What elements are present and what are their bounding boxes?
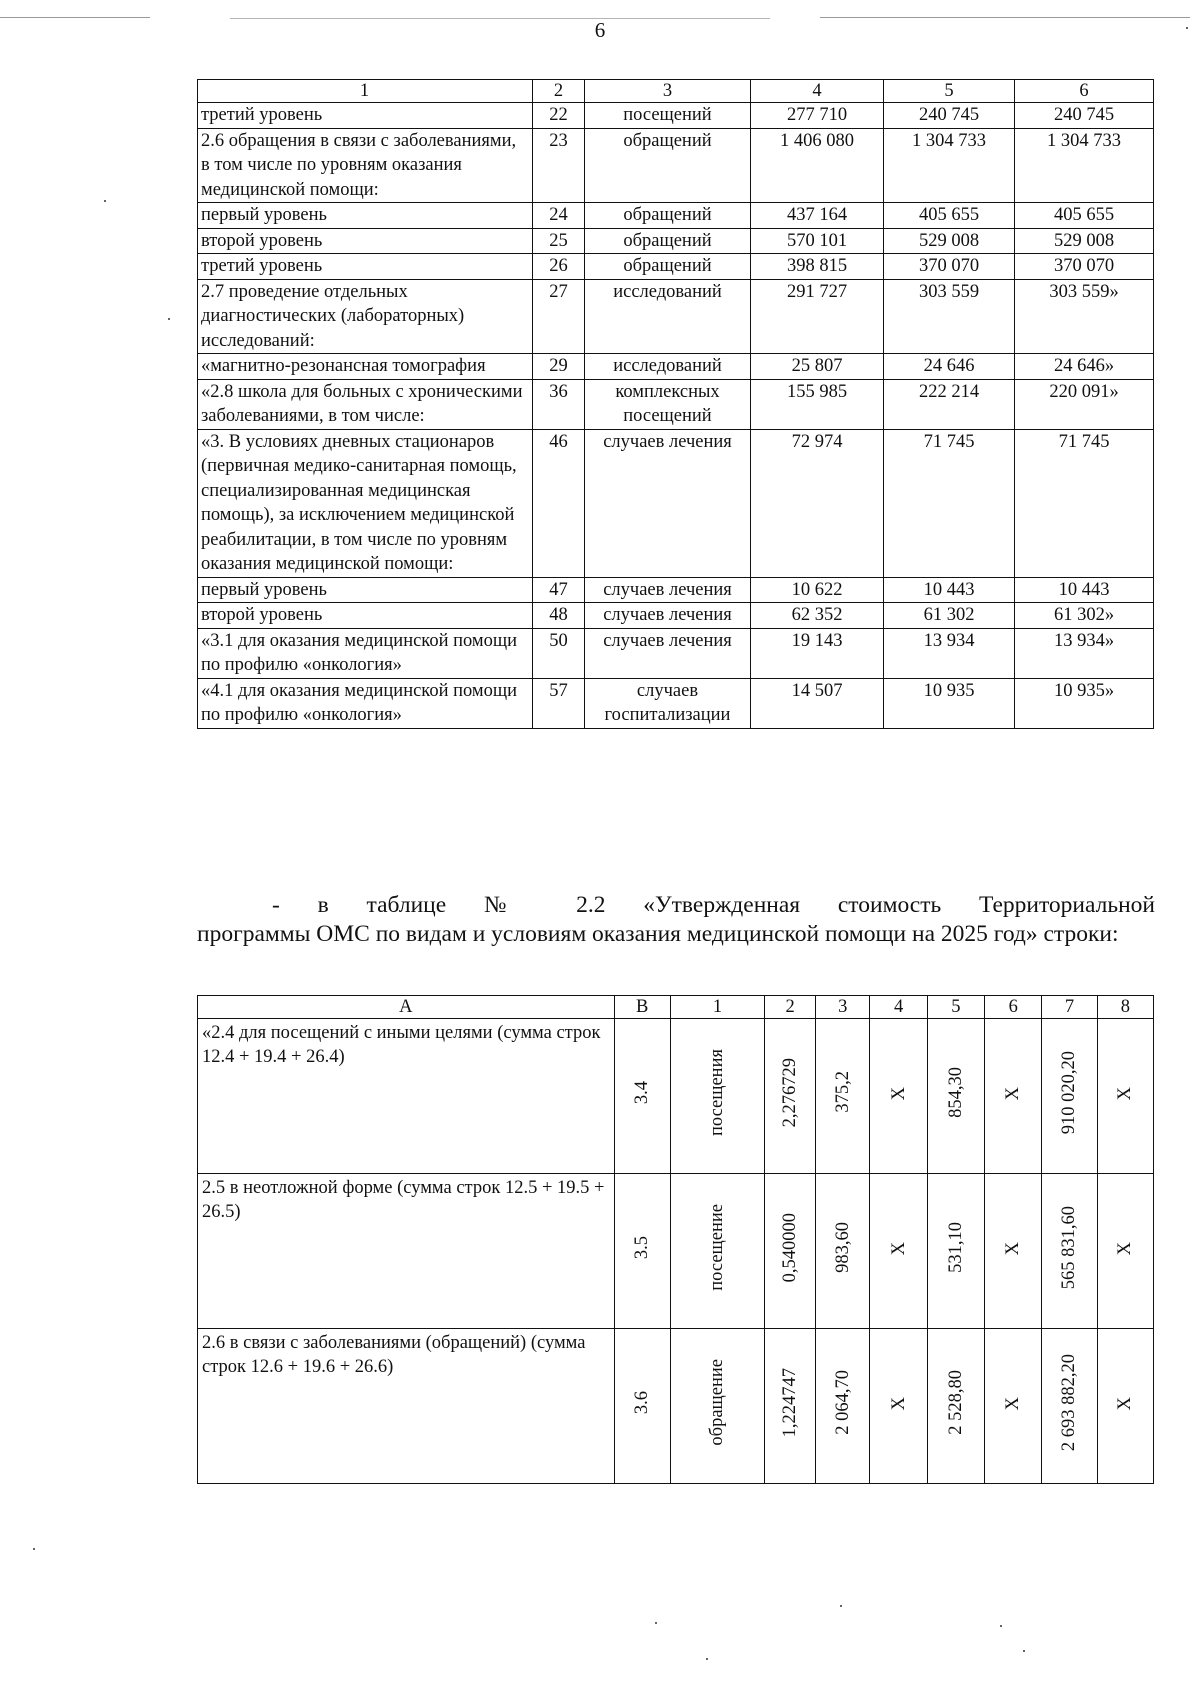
row-value-5: 240 745 [884,103,1015,129]
row-value-6: Х [1003,1242,1024,1256]
row-value-cell [927,1019,984,1174]
row-value-cell [765,1329,816,1484]
row-value-5: 10 443 [884,577,1015,603]
row-name: «4.1 для оказания медицинской помощи по профилю «онкология» [198,678,533,728]
plan-volumes-table [197,79,1154,729]
row-code: 3.4 [632,1080,653,1104]
row-value-cell [765,1174,816,1329]
row-value-4: Х [888,1242,909,1256]
row-code: 48 [533,603,585,629]
row-name: третий уровень [198,103,533,129]
row-name: «2.8 школа для больных с хроническими заболеваниями, в том числе: [198,379,533,429]
row-value-cell [985,1174,1042,1329]
row-value-5: 10 935 [884,678,1015,728]
row-code-cell [614,1174,670,1329]
row-value-cell [1097,1174,1153,1329]
row-code: 46 [533,429,585,577]
row-value-5: 405 655 [884,203,1015,229]
table-row [198,1019,1154,1174]
amendment-paragraph [197,891,1155,949]
row-value-8: Х [1115,1397,1136,1411]
row-value-cell [870,1019,927,1174]
row-value-cell [1097,1019,1153,1174]
scan-speck [168,318,170,320]
row-unit-cell [670,1019,764,1174]
header-cell: 5 [927,996,984,1019]
header-cell: 3 [585,80,751,103]
scan-speck [706,1658,708,1660]
table-row [198,128,1154,203]
scan-speck [33,1548,35,1550]
row-unit: комплексных посещений [585,379,751,429]
row-code: 3.5 [632,1235,653,1259]
header-cell: 1 [198,80,533,103]
row-value-5: 61 302 [884,603,1015,629]
table-header-row [198,80,1154,103]
table-row [198,254,1154,280]
row-value-4: 291 727 [751,279,884,354]
row-value-cell [1042,1019,1097,1174]
row-value-5: 222 214 [884,379,1015,429]
row-value-2: 0,540000 [780,1212,801,1282]
row-value-cell [927,1174,984,1329]
row-value-5: 1 304 733 [884,128,1015,203]
row-code: 57 [533,678,585,728]
row-value-4: 10 622 [751,577,884,603]
row-value-4: 25 807 [751,354,884,380]
header-cell: 7 [1042,996,1097,1019]
row-name: первый уровень [198,203,533,229]
row-value-4: Х [888,1397,909,1411]
scan-speck [1023,1650,1025,1652]
row-unit: обращений [585,128,751,203]
row-unit: случаев лечения [585,603,751,629]
row-value-5: 303 559 [884,279,1015,354]
table-row [198,103,1154,129]
row-unit: посещения [707,1048,728,1136]
header-cell: 4 [751,80,884,103]
row-value-6: 71 745 [1015,429,1154,577]
row-value-6: 240 745 [1015,103,1154,129]
row-name: второй уровень [198,228,533,254]
row-value-cell [985,1019,1042,1174]
header-cell: 1 [670,996,764,1019]
row-value-6: 405 655 [1015,203,1154,229]
row-value-6: 529 008 [1015,228,1154,254]
row-code: 50 [533,628,585,678]
table-row [198,577,1154,603]
table-row [198,603,1154,629]
scan-speck [1000,1625,1002,1627]
row-name: 2.5 в неотложной форме (сумма строк 12.5 + 19.5 + 26.5) [198,1174,615,1329]
row-code: 36 [533,379,585,429]
table-row [198,429,1154,577]
row-code: 24 [533,203,585,229]
row-value-6: 220 091» [1015,379,1154,429]
row-value-6: 370 070 [1015,254,1154,280]
header-cell: 5 [884,80,1015,103]
row-value-4: 570 101 [751,228,884,254]
row-value-cell [816,1174,870,1329]
row-code: 29 [533,354,585,380]
header-cell: 4 [870,996,927,1019]
row-unit: случаев лечения [585,429,751,577]
row-value-cell [870,1329,927,1484]
row-value-6: Х [1003,1397,1024,1411]
row-unit-cell [670,1329,764,1484]
header-cell: 6 [985,996,1042,1019]
table-row [198,1174,1154,1329]
header-cell: В [614,996,670,1019]
table-row [198,279,1154,354]
row-value-6: 10 443 [1015,577,1154,603]
row-value-4: 1 406 080 [751,128,884,203]
row-value-4: 14 507 [751,678,884,728]
table-row [198,203,1154,229]
row-value-4: 437 164 [751,203,884,229]
row-name: 2.7 проведение отдельных диагностических (лабораторных) исследований: [198,279,533,354]
row-value-7: 910 020,20 [1059,1050,1080,1134]
row-value-4: 62 352 [751,603,884,629]
row-value-2: 2,276729 [780,1057,801,1127]
row-unit: исследований [585,354,751,380]
row-value-5: 2 528,80 [945,1369,966,1435]
row-value-5: 24 646 [884,354,1015,380]
header-cell: 2 [765,996,816,1019]
header-cell: 8 [1097,996,1153,1019]
row-unit: случаев лечения [585,577,751,603]
row-code-cell [614,1019,670,1174]
row-code: 47 [533,577,585,603]
row-code: 25 [533,228,585,254]
row-value-cell [816,1019,870,1174]
row-value-4: Х [888,1087,909,1101]
scan-speck [655,1622,657,1624]
row-value-6: 24 646» [1015,354,1154,380]
row-value-5: 531,10 [945,1221,966,1273]
header-cell: 2 [533,80,585,103]
row-value-6: 303 559» [1015,279,1154,354]
row-value-5: 854,30 [945,1066,966,1118]
row-value-4: 277 710 [751,103,884,129]
row-name: третий уровень [198,254,533,280]
row-value-3: 2 064,70 [832,1369,853,1435]
row-name: первый уровень [198,577,533,603]
row-unit-cell [670,1174,764,1329]
row-value-3: 983,60 [832,1221,853,1273]
row-unit: посещение [707,1203,728,1291]
table-row [198,628,1154,678]
row-value-6: 10 935» [1015,678,1154,728]
row-name: 2.6 в связи с заболеваниями (обращений) (сумма строк 12.6 + 19.6 + 26.6) [198,1329,615,1484]
row-value-cell [765,1019,816,1174]
table-row [198,678,1154,728]
paragraph-line: - в таблице № 2.2 «Утвержденная стоимость Территориальной [272,892,1155,918]
table-row [198,379,1154,429]
paragraph-text: программы ОМС по видам и условиям оказания медицинской помощи на 2025 год» строки: [197,921,1119,947]
header-cell: А [198,996,615,1019]
row-unit: случаев госпитализации [585,678,751,728]
row-value-cell [816,1329,870,1484]
row-value-7: 565 831,60 [1059,1205,1080,1289]
row-unit: обращений [585,203,751,229]
row-value-7: 2 693 882,20 [1059,1353,1080,1451]
cost-table [197,995,1154,1484]
row-unit: случаев лечения [585,628,751,678]
row-value-2: 1,224747 [780,1367,801,1437]
row-code: 3.6 [632,1390,653,1414]
row-unit: исследований [585,279,751,354]
row-code-cell [614,1329,670,1484]
row-unit: посещений [585,103,751,129]
table-row [198,228,1154,254]
row-value-6: 13 934» [1015,628,1154,678]
row-value-cell [1042,1329,1097,1484]
row-value-4: 398 815 [751,254,884,280]
row-value-5: 13 934 [884,628,1015,678]
row-code: 27 [533,279,585,354]
row-unit: обращение [707,1358,728,1446]
row-unit: обращений [585,228,751,254]
row-value-4: 19 143 [751,628,884,678]
scan-speck [840,1605,842,1607]
row-value-4: 72 974 [751,429,884,577]
table-row [198,354,1154,380]
row-code: 26 [533,254,585,280]
row-value-4: 155 985 [751,379,884,429]
row-value-cell [985,1329,1042,1484]
scan-speck [104,200,106,202]
row-value-8: Х [1115,1087,1136,1101]
header-cell: 6 [1015,80,1154,103]
row-value-6: 61 302» [1015,603,1154,629]
row-value-6: Х [1003,1087,1024,1101]
row-value-8: Х [1115,1242,1136,1256]
row-value-5: 71 745 [884,429,1015,577]
row-name: «магнитно-резонансная томография [198,354,533,380]
row-name: «3.1 для оказания медицинской помощи по профилю «онкология» [198,628,533,678]
row-value-6: 1 304 733 [1015,128,1154,203]
row-value-cell [1042,1174,1097,1329]
row-name: «3. В условиях дневных стационаров (первичная медико-санитарная помощь, специализированная медицинская помощь), за исключением медицинской реабилитации, в том числе по уровням оказания медицинской помощи: [198,429,533,577]
page-number: 6 [594,18,606,42]
row-name: 2.6 обращения в связи с заболеваниями, в том числе по уровням оказания медицинской помощи: [198,128,533,203]
header-cell: 3 [816,996,870,1019]
row-value-3: 375,2 [832,1071,853,1114]
table-row [198,1329,1154,1484]
row-code: 23 [533,128,585,203]
row-name: «2.4 для посещений с иными целями (сумма строк 12.4 + 19.4 + 26.4) [198,1019,615,1174]
row-unit: обращений [585,254,751,280]
row-code: 22 [533,103,585,129]
row-value-cell [870,1174,927,1329]
row-value-5: 370 070 [884,254,1015,280]
row-name: второй уровень [198,603,533,629]
table-header-row [198,996,1154,1019]
row-value-cell [1097,1329,1153,1484]
row-value-5: 529 008 [884,228,1015,254]
row-value-cell [927,1329,984,1484]
